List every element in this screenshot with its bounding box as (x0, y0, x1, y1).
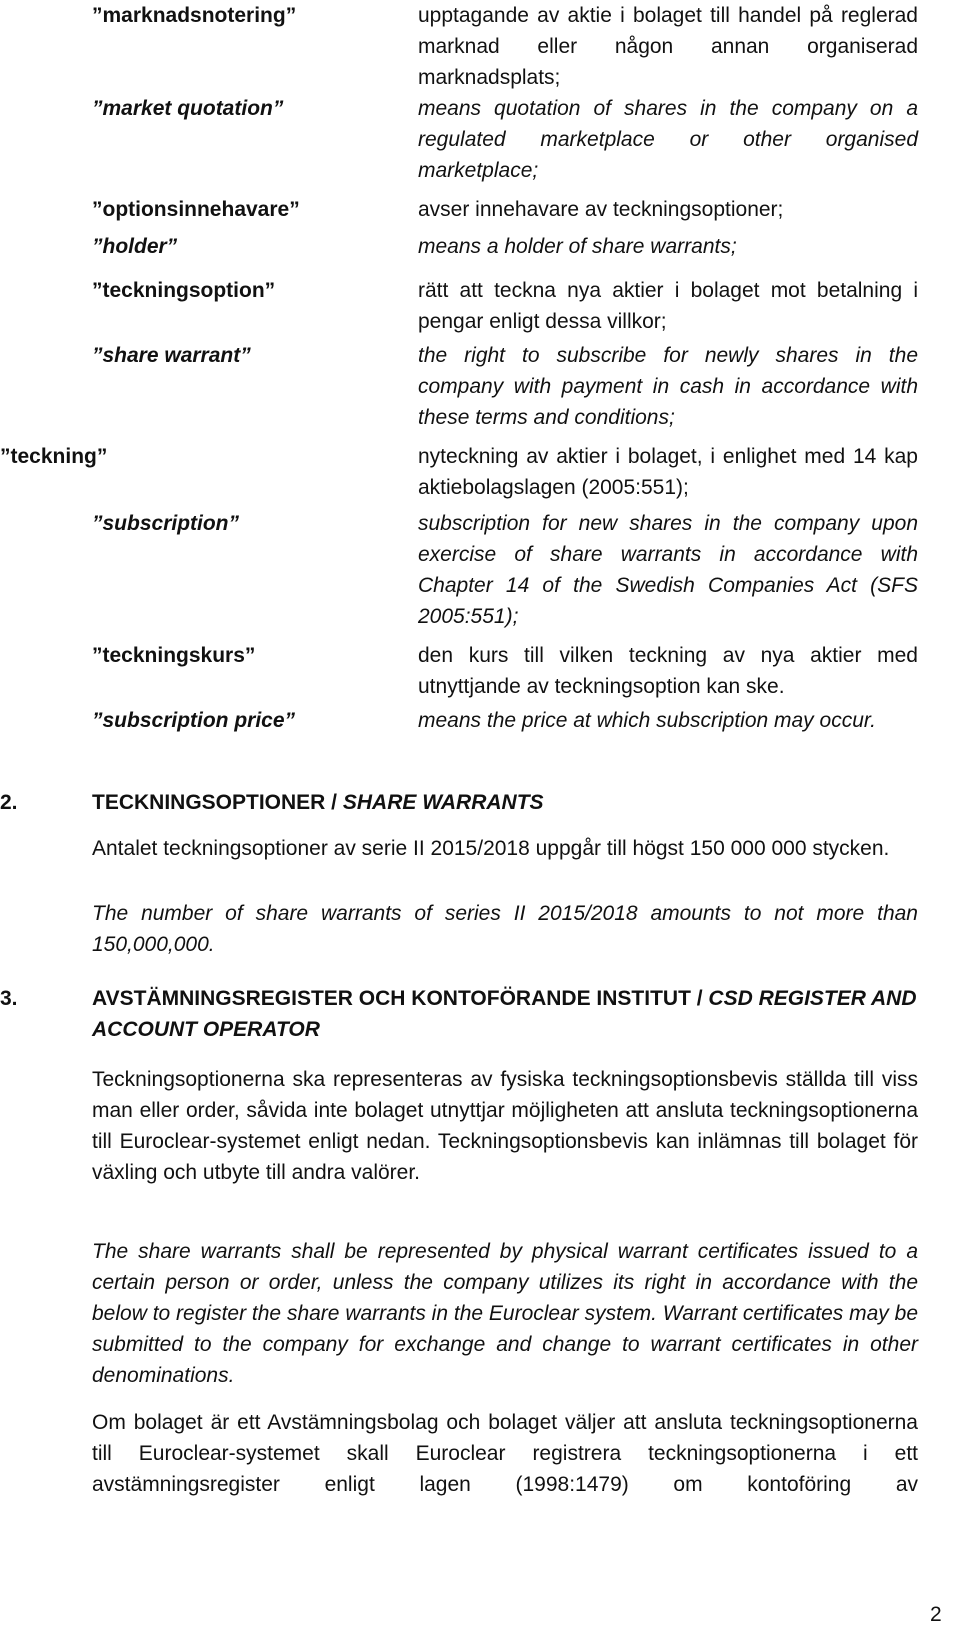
section-2-paragraph-en: The number of share warrants of series II 2015/2018 amounts to not more than 150,000,000. (92, 902, 918, 956)
definition-term-en: ”subscription price” (92, 709, 296, 732)
section-title-en: CSD REGISTER AND ACCOUNT OPERATOR (92, 987, 917, 1041)
definition-desc-sv: avser innehavare av teckningsoptioner; (418, 198, 784, 221)
definition-desc-en: subscription for new shares in the company upon exercise of share warrants in accordance with Chapter 14 of the Swedish Companies Act (SFS 2005:551); (418, 512, 918, 628)
section-title-sv: TECKNINGSOPTIONER / (92, 791, 343, 814)
definition-desc-en: means the price at which subscription may occur. (418, 709, 876, 732)
page-number: 2 (930, 1603, 942, 1626)
section-title-en: SHARE WARRANTS (342, 791, 544, 814)
definition-desc-sv: upptagande av aktie i bolaget till handel på reglerad marknad eller någon annan organiserad marknadsplats; (418, 4, 918, 89)
definition-term-en: ”share warrant” (92, 344, 251, 367)
definition-term-sv: ”optionsinnehavare” (92, 198, 300, 221)
section-title (92, 787, 922, 818)
definition-term-sv: ”teckning” (0, 445, 108, 468)
definition-term-sv: ”teckningskurs” (92, 644, 256, 667)
section-title-sv: AVSTÄMNINGSREGISTER OCH KONTOFÖRANDE INSTITUT / (92, 987, 709, 1010)
definition-desc-sv: nyteckning av aktier i bolaget, i enlighet med 14 kap aktiebolagslagen (2005:551); (418, 445, 918, 499)
section-number: 3. (0, 987, 18, 1010)
section-3-paragraph-1-sv: Teckningsoptionerna ska representeras av fysiska teckningsoptionsbevis ställda till viss man eller order, såvida inte bolaget utnyttjar möjligheten att ansluta teckningsoptionerna till Euroclear-systemet enligt nedan. Teckningsoptionsbevis kan inlämnas till bolaget för växling och utbyte till andra valörer. (92, 1068, 918, 1184)
definition-term-en: ”subscription” (92, 512, 240, 535)
section-3-paragraph-2-sv: Om bolaget är ett Avstämningsbolag och bolaget väljer att ansluta teckningsoptionerna till Euroclear-systemet skall Euroclear registrera teckningsoptionerna i ett avstämningsregister enligt lagen (1998:1479) om kontoföring av (92, 1411, 918, 1496)
definition-desc-en: means a holder of share warrants; (418, 235, 737, 258)
definition-term-sv: ”teckningsoption” (92, 279, 276, 302)
definition-desc-en: means quotation of shares in the company on a regulated marketplace or other organised marketplace; (418, 97, 918, 182)
definition-term-en: ”market quotation” (92, 97, 284, 120)
section-title (92, 983, 922, 1045)
definition-term-en: ”holder” (92, 235, 178, 258)
definition-desc-en: the right to subscribe for newly shares in the company with payment in cash in accordance with these terms and conditions; (418, 344, 918, 429)
definition-desc-sv: rätt att teckna nya aktier i bolaget mot betalning i pengar enligt dessa villkor; (418, 279, 918, 333)
section-number: 2. (0, 791, 18, 814)
section-3-paragraph-1-en: The share warrants shall be represented by physical warrant certificates issued to a certain person or order, unless the company utilizes its right in accordance with the below to register the share warrants in the Euroclear system. Warrant certificates may be submitted to the company for exchange and change to warrant certificates in other denominations. (92, 1240, 918, 1387)
section-2-paragraph-sv: Antalet teckningsoptioner av serie II 2015/2018 uppgår till högst 150 000 000 stycken. (92, 837, 890, 860)
definition-desc-sv: den kurs till vilken teckning av nya aktier med utnyttjande av teckningsoption kan ske. (418, 644, 918, 698)
definition-term-sv: ”marknadsnotering” (92, 4, 297, 27)
